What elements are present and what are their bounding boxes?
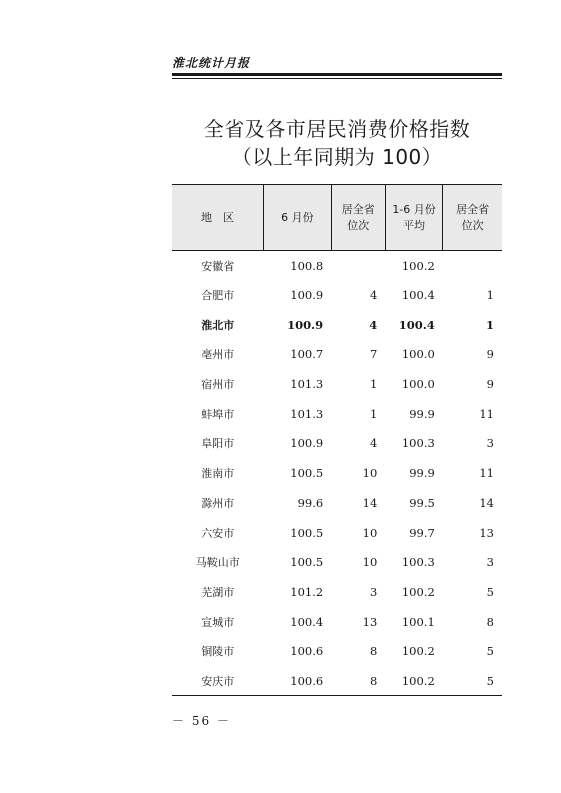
cell-june-rank: 4 [369,288,378,303]
cell-june: 100.5 [290,466,324,481]
header-avg-rank-line2: 位次 [461,218,484,232]
table-row [172,577,502,607]
cell-avg: 99.9 [409,406,435,421]
cell-june-rank: 7 [369,347,378,362]
cell-june: 100.9 [290,436,324,451]
cell-june-rank: 3 [369,584,378,599]
table-header-row [172,185,502,251]
cell-june: 101.2 [290,584,324,599]
cell-avg: 100.4 [401,288,435,303]
page-number: － 56 － [172,714,231,728]
cell-region: 淮北市 [201,318,235,332]
header-avg-rank-line1: 居全省 [456,202,490,216]
cell-june: 100.9 [290,288,324,303]
cell-avg: 100.2 [401,258,435,273]
cell-june: 100.9 [287,317,324,332]
header-june: 6 月份 [264,185,332,251]
cell-june: 101.3 [290,377,324,392]
cell-june-rank: 14 [362,495,378,510]
cell-june-rank: 4 [369,317,378,332]
table-row [172,666,502,696]
cell-avg: 99.5 [409,495,435,510]
cell-avg-rank: 11 [479,466,494,481]
page-subtitle: （以上年同期为 100） [231,145,443,169]
header-avg [385,185,442,251]
cell-avg-rank: 14 [479,495,494,510]
header-rule-thick [172,73,502,76]
table-row [172,547,502,577]
cell-region: 铜陵市 [201,645,235,659]
header-avg-rank [443,185,502,251]
header-june-rank-line2: 位次 [347,218,370,232]
cell-avg-rank [443,251,502,281]
cell-avg: 100.0 [401,377,435,392]
cell-june-rank: 10 [362,555,378,570]
cell-avg: 99.7 [409,525,435,540]
table-row [172,429,502,459]
cell-avg-rank: 1 [485,317,494,332]
cell-region: 淮南市 [201,467,235,481]
cell-avg: 100.1 [401,614,435,629]
cell-region: 亳州市 [201,348,235,362]
header-june-rank [331,185,385,251]
cell-avg: 100.4 [398,317,435,332]
cell-avg-rank: 5 [486,644,494,659]
cell-region: 合肥市 [201,289,235,303]
cell-june-rank: 8 [369,644,378,659]
cell-region: 安徽省 [201,259,235,273]
cell-avg: 100.2 [385,666,442,696]
table-row [172,369,502,399]
cell-june-rank: 1 [369,377,378,392]
cell-june: 100.6 [290,644,324,659]
cell-avg: 100.3 [401,436,435,451]
cell-region: 宣城市 [201,615,235,629]
cell-june: 101.3 [290,406,324,421]
cell-avg-rank: 9 [486,347,494,362]
cell-region: 芜湖市 [201,585,235,599]
cell-avg-rank: 11 [479,406,494,421]
cpi-table [172,184,502,696]
header-rule-thin [172,78,502,79]
cell-june-rank [331,251,385,281]
cell-june-rank: 10 [362,466,378,481]
cell-june: 100.4 [290,614,324,629]
table-row [172,518,502,548]
cell-june: 100.7 [290,347,324,362]
cell-region: 阜阳市 [201,437,235,451]
table-row [172,607,502,637]
cell-avg: 100.0 [401,347,435,362]
table-row [172,488,502,518]
cell-region: 安庆市 [172,666,264,696]
cell-avg-rank: 9 [486,377,494,392]
cell-avg-rank: 13 [479,525,494,540]
cell-avg: 99.9 [409,466,435,481]
cell-region: 宿州市 [201,378,235,392]
cell-avg-rank: 1 [486,288,494,303]
cell-avg-rank: 3 [486,555,494,570]
cell-region: 六安市 [201,526,235,540]
running-header: 淮北统计月报 [172,56,251,70]
cell-avg: 100.2 [401,584,435,599]
table-row [172,280,502,310]
cell-june-rank: 4 [369,436,378,451]
table-row [172,310,502,340]
page-title: 全省及各市居民消费价格指数 [203,117,471,141]
header-avg-line2: 平均 [403,218,426,232]
cell-june-rank: 13 [362,614,378,629]
cell-june-rank: 10 [362,525,378,540]
table-row [172,458,502,488]
table-row [172,399,502,429]
cell-june: 100.5 [290,555,324,570]
header-avg-line1: 1-6 月份 [392,202,436,216]
cell-avg-rank: 8 [486,614,494,629]
table-row [172,340,502,370]
cell-june: 100.5 [290,525,324,540]
cell-region: 马鞍山市 [195,556,240,570]
cell-avg-rank: 5 [486,584,494,599]
cell-avg: 100.3 [401,555,435,570]
cell-june: 99.6 [297,495,324,510]
cell-region: 蚌埠市 [201,407,235,421]
table-row [172,251,502,281]
cell-avg-rank: 3 [486,436,494,451]
table-body [172,251,502,696]
cell-june-rank: 1 [369,406,378,421]
table-row [172,636,502,666]
cell-june: 100.6 [264,666,332,696]
cell-june: 100.8 [290,258,324,273]
header-june-rank-line1: 居全省 [341,202,375,216]
cell-avg-rank: 5 [443,666,502,696]
header-region: 地 区 [172,185,264,251]
cell-region: 滁州市 [201,496,235,510]
cell-avg: 100.2 [401,644,435,659]
cell-june-rank: 8 [331,666,385,696]
